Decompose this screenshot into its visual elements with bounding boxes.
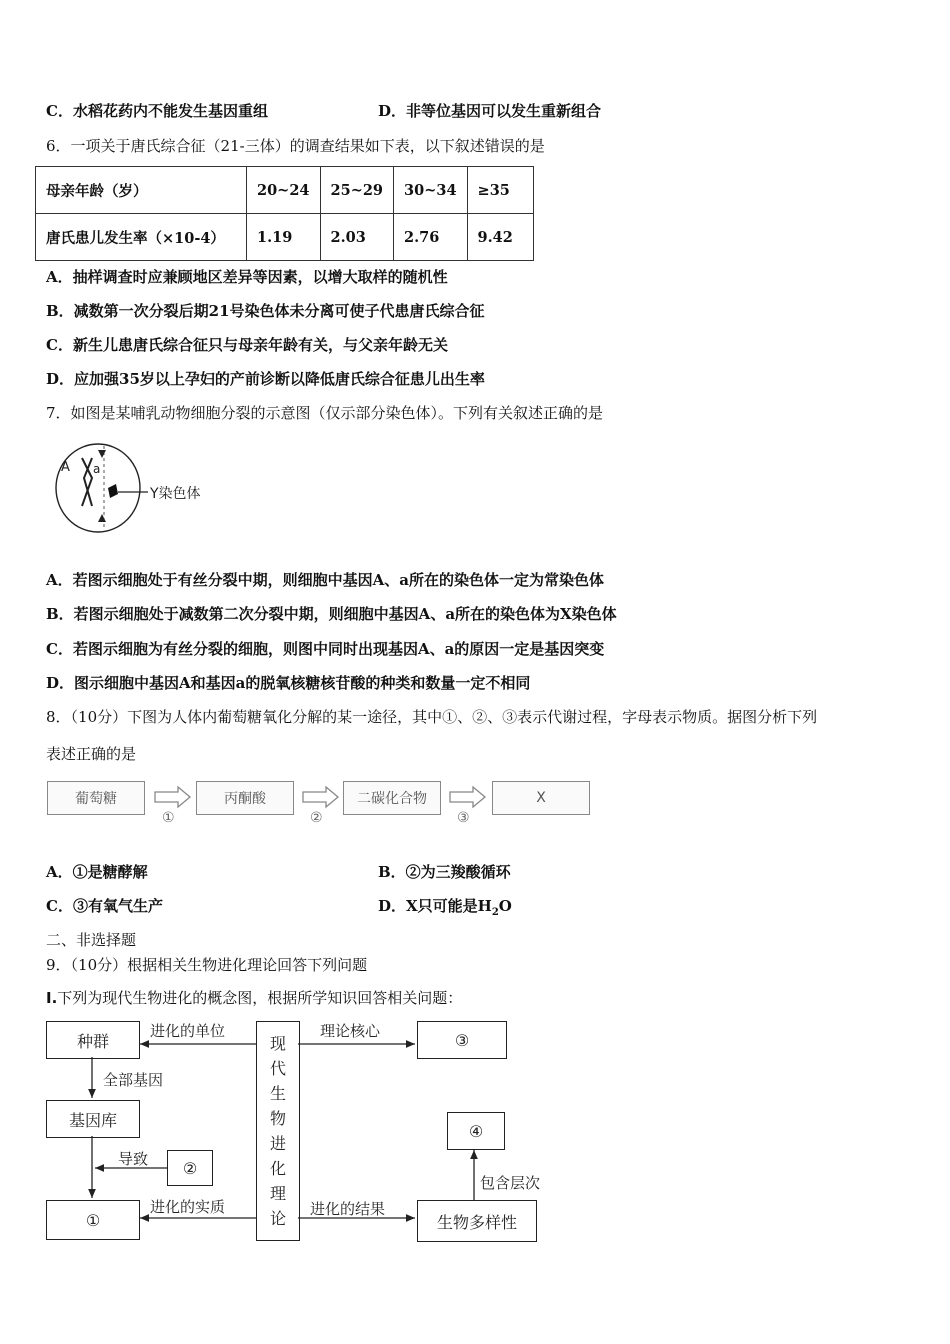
- label-evolution-essence: 进化的实质: [150, 1198, 226, 1216]
- q5-option-d: D．非等位基因可以发生重新组合: [378, 102, 602, 120]
- table-cell: 20~24: [247, 167, 321, 214]
- flow-step-1: ①: [162, 810, 175, 826]
- box-modern-evolution-theory: 现 代 生 物 进 化 理 论: [256, 1021, 300, 1241]
- q7-option-b: B．若图示细胞处于减数第二次分裂中期，则细胞中基因A、a所在的染色体为X染色体: [46, 605, 617, 623]
- q6-option-a: A．抽样调查时应兼顾地区差异等因素，以增大取样的随机性: [46, 268, 448, 286]
- table-cell: 30~34: [394, 167, 468, 214]
- table-cell: 2.03: [320, 214, 394, 261]
- q7-option-a: A．若图示细胞处于有丝分裂中期，则细胞中基因A、a所在的染色体一定为常染色体: [46, 571, 604, 589]
- q7-option-c: C．若图示细胞为有丝分裂的细胞，则图中同时出现基因A、a的原因一定是基因突变: [46, 640, 605, 658]
- table-cell: ≥35: [467, 167, 533, 214]
- section-heading: 二、非选择题: [46, 931, 137, 949]
- gene-a-upper-label: A: [61, 460, 70, 475]
- q9-part1: I.下列为现代生物进化的概念图，根据所学知识回答相关问题：: [46, 989, 463, 1007]
- box-3: ③: [417, 1021, 507, 1059]
- gene-a-lower-label: a: [93, 462, 101, 476]
- q7-stem: 7．如图是某哺乳动物细胞分裂的示意图（仅示部分染色体）。下列有关叙述正确的是: [46, 404, 604, 422]
- q7-option-d: D．图示细胞中基因A和基因a的脱氧核糖核苷酸的种类和数量一定不相同: [46, 674, 531, 692]
- q8-option-b: B．②为三羧酸循环: [378, 863, 511, 881]
- label-evolution-unit: 进化的单位: [150, 1022, 226, 1040]
- table-cell: 唐氏患儿发生率（×10-4）: [36, 214, 247, 261]
- q6-option-d: D．应加强35岁以上孕妇的产前诊断以降低唐氏综合征患儿出生率: [46, 370, 485, 388]
- table-cell: 1.19: [247, 214, 321, 261]
- flow-step-2: ②: [310, 810, 323, 826]
- label-all-genes: 全部基因: [103, 1071, 164, 1089]
- label-evolution-result: 进化的结果: [310, 1200, 386, 1218]
- box-2: ②: [167, 1150, 213, 1186]
- q6-stem: 6．一项关于唐氏综合征（21-三体）的调查结果如下表，以下叙述错误的是: [46, 137, 545, 155]
- table-cell: 9.42: [467, 214, 533, 261]
- flow-box-x: X: [492, 781, 590, 815]
- table-cell: 2.76: [394, 214, 468, 261]
- label-lead-to: 导致: [118, 1150, 149, 1168]
- flow-box-glucose: 葡萄糖: [47, 781, 145, 815]
- box-biodiversity: 生物多样性: [417, 1200, 537, 1242]
- label-theory-core: 理论核心: [320, 1022, 381, 1040]
- q6-option-b: B．减数第一次分裂后期21号染色体未分离可使子代患唐氏综合征: [46, 302, 485, 320]
- q8-stem-line2: 表述正确的是: [46, 745, 137, 763]
- flow-box-two-carbon: 二碳化合物: [343, 781, 441, 815]
- q5-option-c: C．水稻花药内不能发生基因重组: [46, 102, 268, 120]
- y-chromosome-label: Y染色体: [150, 486, 201, 502]
- table-cell: 母亲年龄（岁）: [36, 167, 247, 214]
- box-1: ①: [46, 1200, 140, 1240]
- box-4: ④: [447, 1112, 505, 1150]
- flow-step-3: ③: [457, 810, 470, 826]
- q8-option-a: A．①是糖酵解: [46, 863, 148, 881]
- q8-stem-line1: 8．（10分）下图为人体内葡萄糖氧化分解的某一途径，其中①、②、③表示代谢过程，字母表示物质。据图分析下列: [46, 708, 818, 726]
- q9-stem: 9．（10分）根据相关生物进化理论回答下列问题: [46, 956, 368, 974]
- q6-option-c: C．新生儿患唐氏综合征只与母亲年龄有关，与父亲年龄无关: [46, 336, 448, 354]
- q8-option-d: D．X只可能是$H_2O$: [378, 897, 512, 918]
- box-population: 种群: [46, 1021, 140, 1059]
- table-cell: 25~29: [320, 167, 394, 214]
- label-levels: 包含层次: [480, 1174, 541, 1192]
- q8-option-c: C．③有氧气生产: [46, 897, 163, 915]
- flow-box-pyruvate: 丙酮酸: [196, 781, 294, 815]
- box-gene-pool: 基因库: [46, 1100, 140, 1138]
